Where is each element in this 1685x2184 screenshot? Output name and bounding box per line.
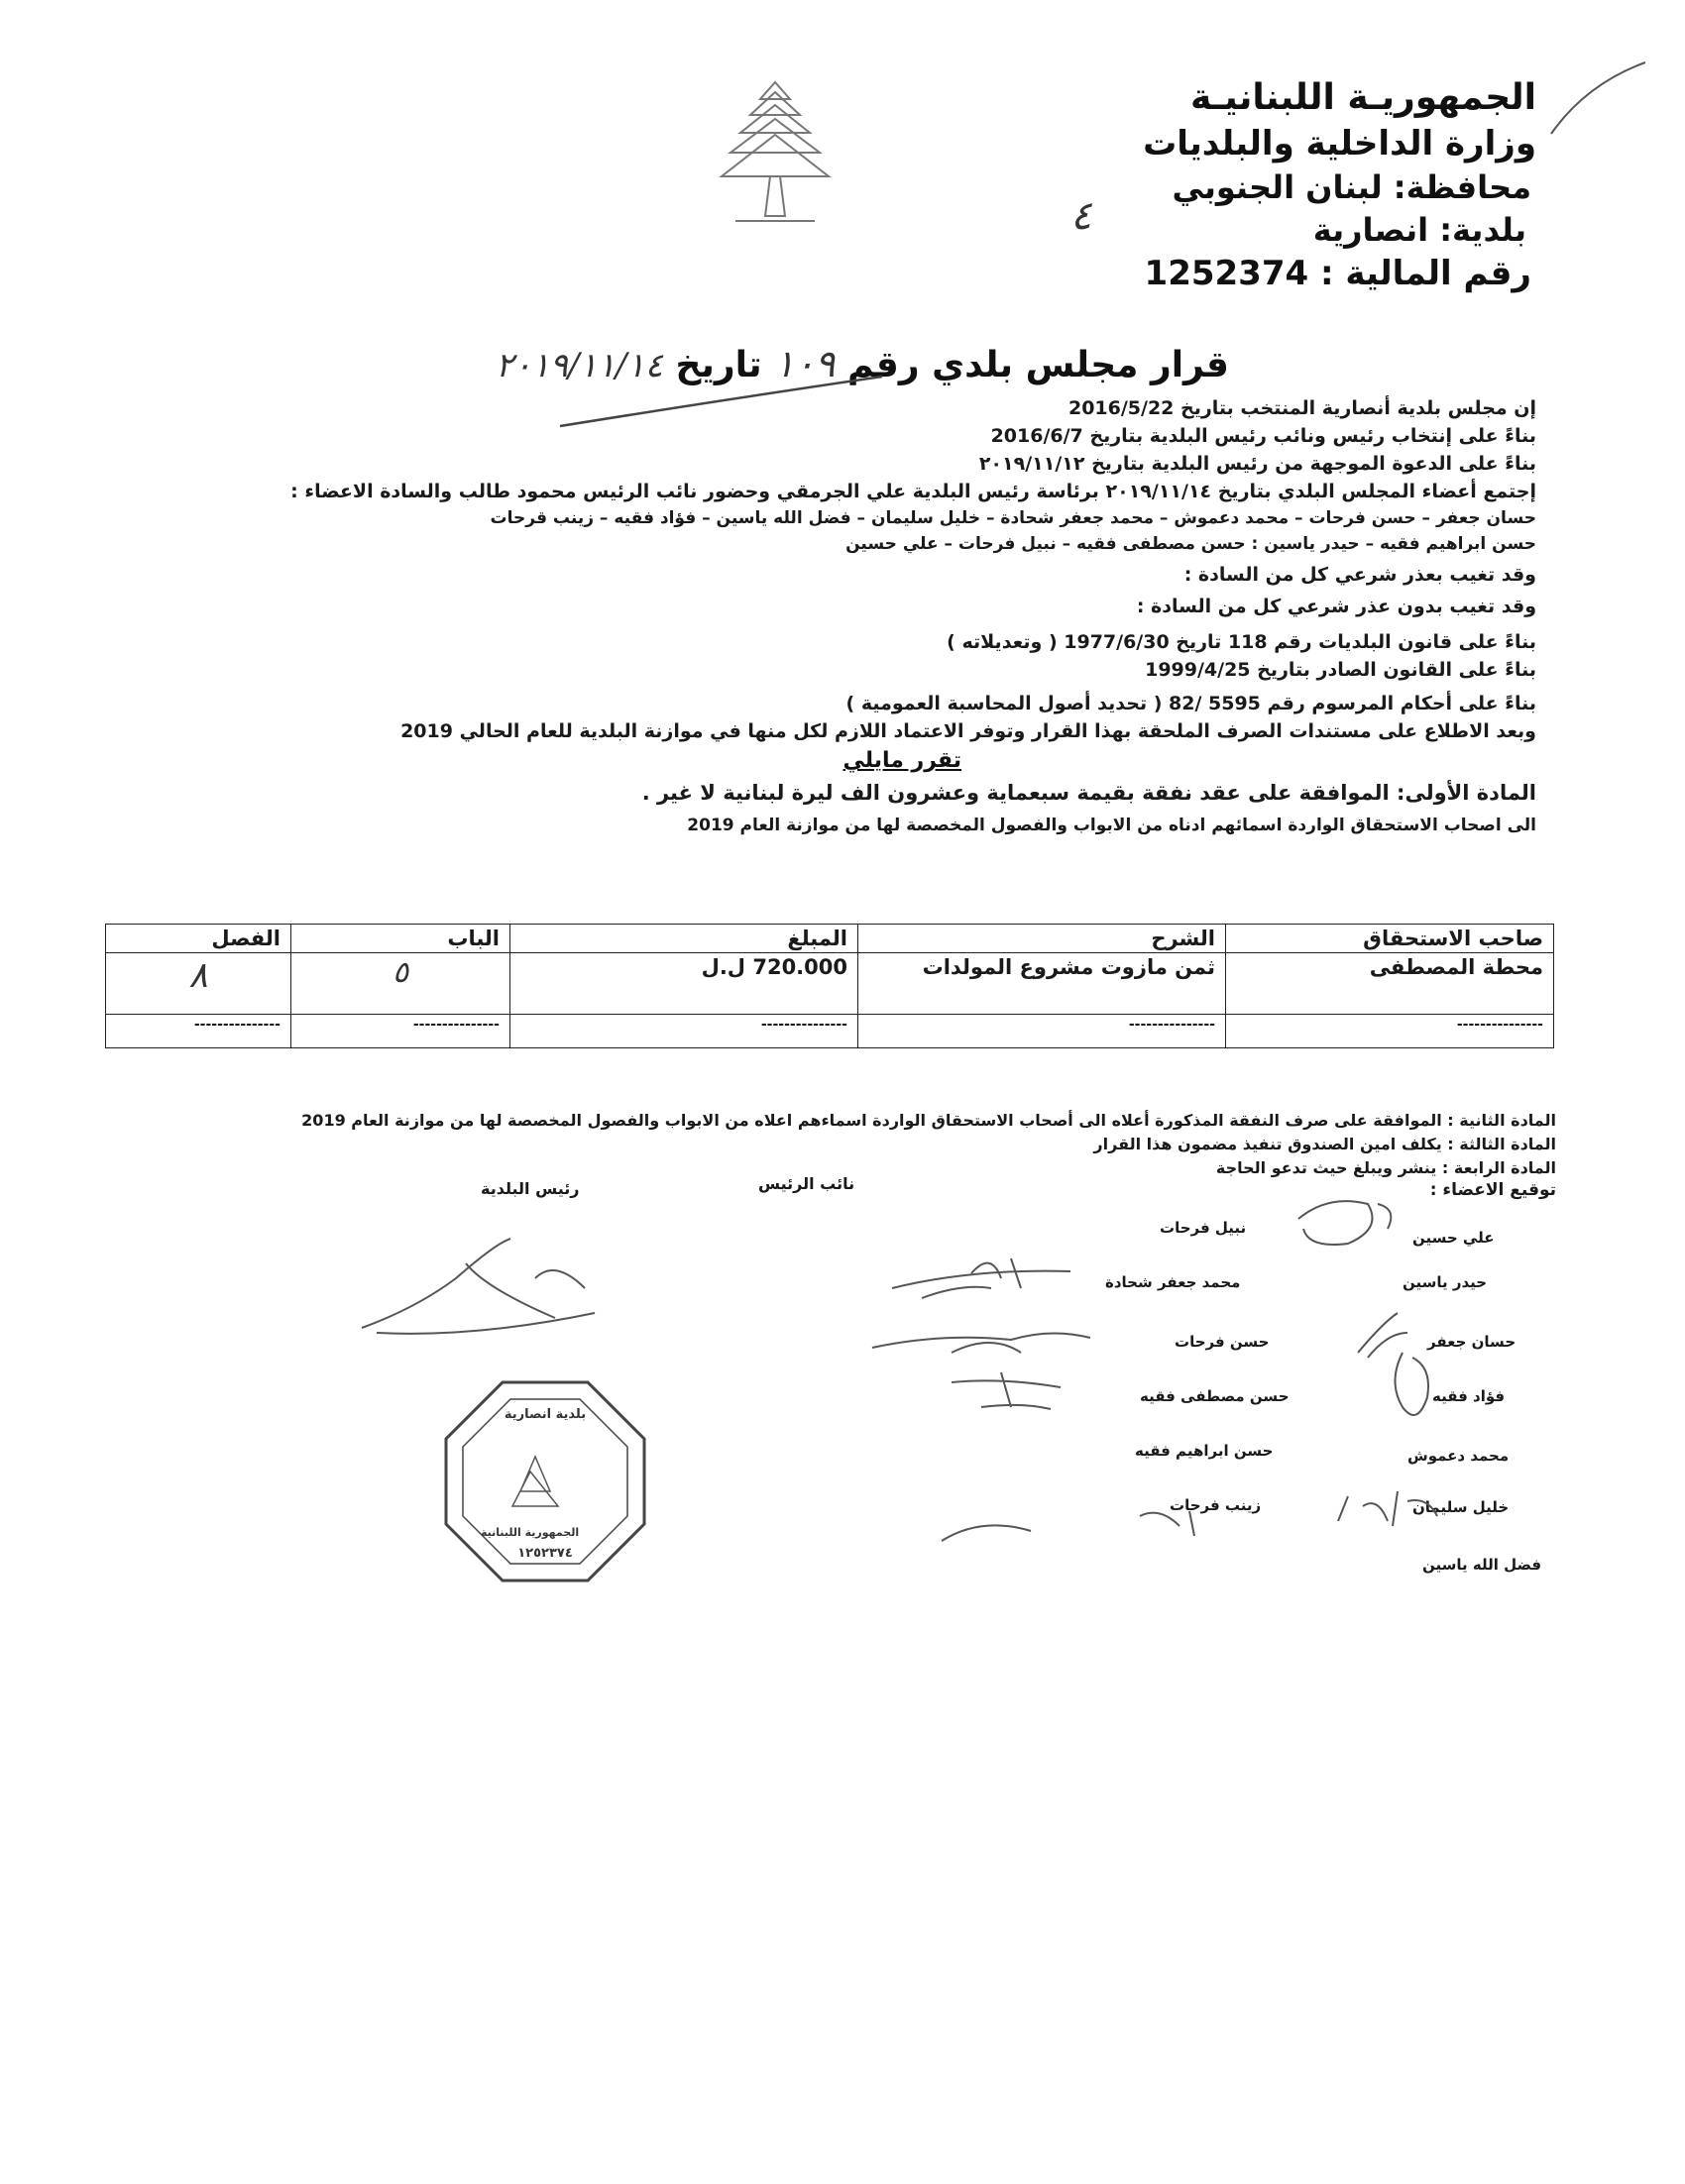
stamp-text-top: بلدية انصارية: [504, 1407, 587, 1422]
official-stamp: [441, 1377, 649, 1585]
title-date-label: تاريخ: [675, 345, 762, 385]
stamp-text-side: الجمهورية اللبنانية: [481, 1526, 580, 1539]
member-name-mohamad-damoush: محمد دعموش: [1407, 1447, 1510, 1465]
title-number: ١٠٩: [774, 342, 836, 385]
article-1-line-2: الى اصحاب الاستحقاق الواردة اسمائهم ادناه من الابواب والفصول المخصصة لها من موازنة العام 2019: [687, 816, 1536, 835]
cell-beneficiary: محطة المصطفى: [1226, 953, 1554, 1015]
deputy-label: نائب الرئيس: [758, 1174, 855, 1193]
header-republic: الجمهوريـة اللبنانيـة: [1190, 77, 1536, 118]
decision-heading: تقرر مايلي: [842, 748, 961, 773]
preamble-line-1: إن مجلس بلدية أنصارية المنتخب بتاريخ 2016/5/22: [1067, 397, 1536, 419]
cell-dash: ---------------: [858, 1015, 1226, 1048]
preamble-line-4: إجتمع أعضاء المجلس البلدي بتاريخ ٢٠١٩/١١/١٤ برئاسة رئيس البلدية علي الجرمقي وحضور نائب الرئيس محمود طالب والسادة الاعضاء :: [290, 481, 1536, 502]
member-name-haidar-yassine: حيدر ياسين: [1403, 1273, 1488, 1291]
article-4: المادة الرابعة : ينشر ويبلغ حيث تدعو الحاجة: [1215, 1158, 1556, 1177]
margin-mark: ٤: [1070, 193, 1092, 239]
title-text: قرار مجلس بلدي رقم: [847, 345, 1229, 385]
cell-chapter: ٨: [106, 953, 291, 1015]
member-name-nabil-farhat: نبيل فرحات: [1160, 1219, 1247, 1237]
cell-dash: ---------------: [106, 1015, 291, 1048]
mayor-label: رئيس البلدية: [481, 1179, 580, 1198]
preamble-line-11: بناءً على أحكام المرسوم رقم 5595 /82 ( تحديد أصول المحاسبة العمومية ): [845, 693, 1536, 714]
member-name-mohamad-chehade: محمد جعفر شحادة: [1105, 1273, 1241, 1291]
col-header-amount: المبلغ: [510, 925, 858, 953]
col-header-description: الشرح: [858, 925, 1226, 953]
member-name-khalil-sleiman: خليل سليمان: [1412, 1498, 1510, 1516]
preamble-line-3: بناءً على الدعوة الموجهة من رئيس البلدية بتاريخ ٢٠١٩/١١/١٢: [978, 453, 1536, 475]
member-name-fadlallah-yassine: فضل الله ياسين: [1422, 1556, 1542, 1574]
col-header-chapter: الفصل: [106, 925, 291, 953]
title-date: ٢٠١٩/١١/١٤: [495, 346, 663, 385]
member-name-hassan-moustafa-fakih: حسن مصطفى فقيه: [1140, 1387, 1290, 1405]
cell-amount: 720.000 ل.ل: [510, 953, 858, 1015]
member-name-zeinab-farhat: زينب فرحات: [1170, 1496, 1262, 1514]
preamble-line-5: حسان جعفر – حسن فرحات – محمد دعموش – محمد جعفر شحادة – خليل سليمان – فضل الله ياسين – فؤاد فقيه – زينب قرحات: [490, 508, 1536, 528]
preamble-line-7: وقد تغيب بعذر شرعي كل من السادة :: [1183, 564, 1536, 586]
article-1-line-1: المادة الأولى: الموافقة على عقد نفقة بقيمة سبعماية وعشرون الف ليرة لبنانية لا غير .: [641, 781, 1536, 805]
preamble-line-12: وبعد الاطلاع على مستندات الصرف الملحقة بهذا القرار وتوفر الاعتماد اللازم لكل منها في موازنة البلدية للعام الحالي 2019: [400, 720, 1536, 742]
member-name-hassan-ibrahim-fakih: حسن ابراهيم فقيه: [1135, 1442, 1274, 1460]
cell-dash: ---------------: [510, 1015, 858, 1048]
stamp-text-bottom: ١٢٥٢٣٧٤: [517, 1546, 573, 1561]
preamble-line-6: حسن ابراهيم فقيه – حيدر ياسين : حسن مصطفى فقيه – نبيل فرحات – علي حسين: [845, 534, 1536, 554]
col-header-beneficiary: صاحب الاستحقاق: [1226, 925, 1554, 953]
member-name-fouad-fakih: فؤاد فقيه: [1432, 1387, 1506, 1405]
header-governorate: محافظة: لبنان الجنوبي: [1172, 168, 1531, 206]
preamble-line-10: بناءً على القانون الصادر بتاريخ 1999/4/25: [1145, 659, 1536, 681]
members-signature-label: توقيع الاعضاء :: [1429, 1180, 1556, 1200]
preamble-line-9: بناءً على قانون البلديات رقم 118 تاريخ 1977/6/30 ( وتعديلاته ): [947, 631, 1536, 653]
cell-dash: ---------------: [1226, 1015, 1554, 1048]
header-finance-no: رقم المالية : 1252374: [1144, 254, 1531, 293]
article-2: المادة الثانية : الموافقة على صرف النفقة المذكورة أعلاه الى أصحاب الاستحقاق الواردة اسماءهم اعلاه من الابواب والفصول المخصصة لها من موازنة العام 2019: [301, 1111, 1556, 1130]
member-name-hassan-jaafar: حسان جعفر: [1427, 1333, 1516, 1351]
preamble-line-8: وقد تغيب بدون عذر شرعي كل من السادة :: [1136, 596, 1536, 617]
member-name-hassan-farhat: حسن فرحات: [1175, 1333, 1270, 1351]
cell-dash: ---------------: [291, 1015, 510, 1048]
preamble-line-2: بناءً على إنتخاب رئيس ونائب رئيس البلدية بتاريخ 2016/6/7: [990, 425, 1536, 447]
header-ministry: وزارة الداخلية والبلديات: [1143, 124, 1536, 164]
col-header-section: الباب: [291, 925, 510, 953]
article-3: المادة الثالثة : يكلف امين الصندوق تنفيذ مضمون هذا القرار: [1093, 1135, 1556, 1153]
header-municipality: بلدية: انصارية: [1312, 211, 1526, 249]
cell-description: ثمن مازوت مشروع المولدات: [858, 953, 1226, 1015]
cell-section: ٥: [291, 953, 510, 1015]
member-name-ali-hussein: علي حسين: [1412, 1229, 1495, 1247]
